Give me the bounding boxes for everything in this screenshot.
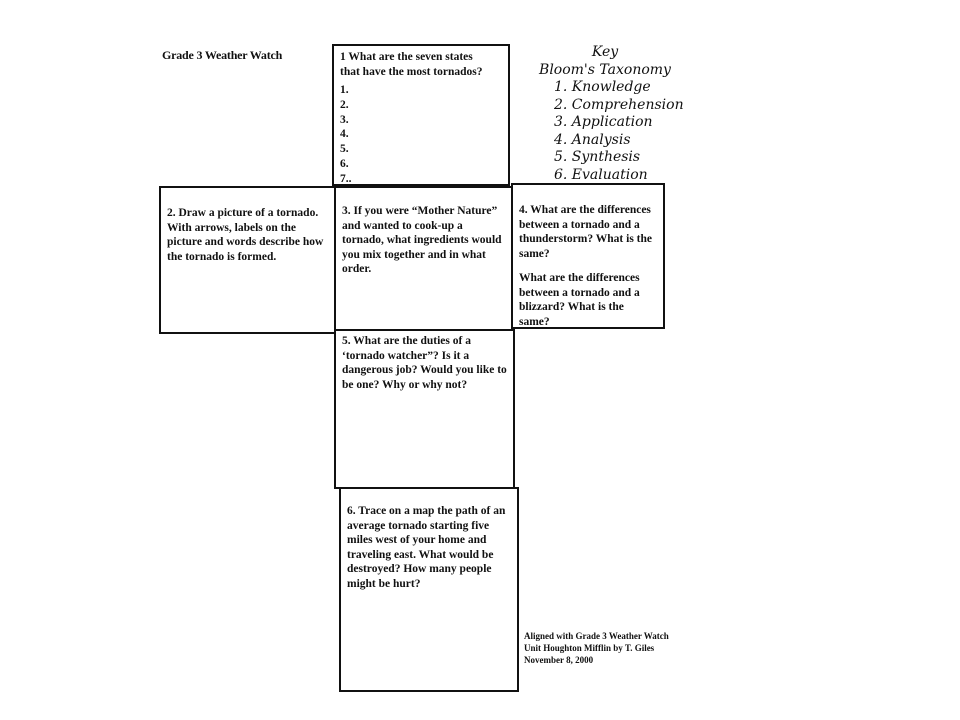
state-blank: 5.: [340, 143, 349, 156]
state-blank-list: [340, 83, 502, 187]
cell1-question-line2: that have the most tornados?: [340, 65, 483, 78]
note-line: Unit Houghton Mifflin by T. Giles: [524, 643, 655, 653]
state-blank: 1.: [340, 84, 349, 96]
note-line: Aligned with Grade 3 Weather Watch: [524, 631, 669, 641]
key-level: 6. Evaluation: [554, 166, 648, 183]
cube-cell-1: [332, 44, 510, 186]
cell5-question: 5. What are the duties of a ‘tornado watcher”? Is it a dangerous job? Would you like to be one? Why or why not?: [342, 335, 507, 391]
key-title: Key: [591, 44, 619, 60]
cell6-question: 6. Trace on a map the path of an average tornado starting five miles west of your home and traveling east. What would be destroyed? How many people might be hurt?: [347, 505, 506, 590]
cube-cell-3: [334, 186, 513, 331]
cube-cell-2: [159, 186, 336, 334]
key-level: 3. Application: [554, 114, 653, 130]
worksheet-title: Grade 3 Weather Watch: [162, 48, 283, 62]
cell3-question: 3. If you were “Mother Nature” and wanted to cook-up a tornado, what ingredients would you mix together and in what order.: [342, 205, 502, 275]
cube-cell-6: [339, 487, 519, 692]
note-line: November 8, 2000: [524, 655, 594, 665]
cell1-question-line1: 1 What are the seven states: [340, 51, 473, 63]
cell4-question-thunderstorm: 4. What are the differences between a tornado and a thunderstorm? What is the same?: [519, 204, 653, 260]
alignment-note: [524, 630, 669, 666]
state-blank: 7..: [340, 172, 352, 185]
key-subtitle: Bloom's Taxonomy: [539, 61, 671, 78]
state-blank: 6.: [340, 157, 349, 170]
cell2-question: 2. Draw a picture of a tornado. With arrows, labels on the picture and words describe how the tornado is formed.: [167, 207, 324, 263]
key-level: 2. Comprehension: [554, 96, 684, 113]
cube-cell-5: [334, 329, 515, 489]
key-level: 1. Knowledge: [554, 79, 651, 95]
state-blank: 3.: [340, 113, 349, 126]
key-levels: [520, 79, 690, 184]
key-level: 5. Synthesis: [554, 149, 641, 165]
cube-cell-4: [511, 183, 665, 329]
state-blank: 2.: [340, 98, 349, 111]
cell4-question-blizzard: What are the differences between a tornado and a blizzard? What is the same?: [519, 272, 640, 328]
state-blank: 4.: [340, 128, 349, 141]
key-level: 4. Analysis: [554, 131, 631, 148]
blooms-key: [520, 44, 690, 184]
